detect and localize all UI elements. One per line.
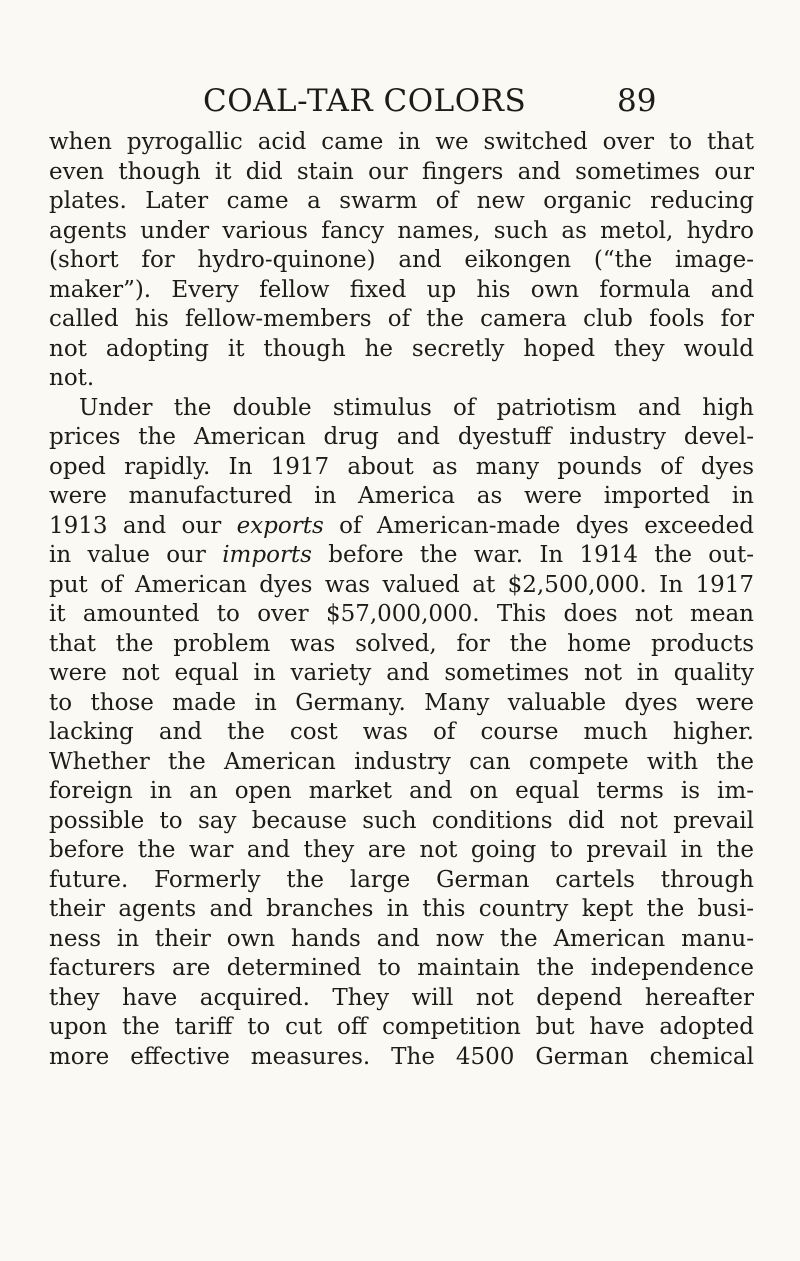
text-run: ness in their own hands and now the American manu- — [49, 925, 754, 952]
text-line — [49, 895, 754, 925]
page-number: 89 — [617, 83, 657, 119]
text-line — [49, 1043, 754, 1073]
text-line — [49, 187, 754, 217]
text-run: before the war. In 1914 the out- — [311, 542, 754, 568]
text-line — [49, 217, 754, 247]
text-line — [49, 984, 754, 1014]
text-run: facturers are determined to maintain the independence — [49, 955, 754, 981]
text-run: even though it did stain our fingers and sometimes our — [49, 158, 754, 185]
text-run: foreign in an open market and on equal terms is im- — [49, 778, 754, 804]
text-line — [49, 453, 754, 483]
text-line — [49, 836, 754, 866]
text-line — [49, 954, 754, 984]
text-run: possible to say because such conditions did not prevail — [49, 807, 754, 834]
text-run: it amounted to over $57,000,000. This does not mean — [49, 601, 754, 627]
text-line — [49, 630, 754, 660]
text-line — [49, 748, 754, 778]
text-line — [49, 571, 754, 601]
text-run: lacking and the cost was of course much higher. — [49, 719, 754, 745]
text-run: not adopting it though he secretly hoped they would — [49, 335, 754, 362]
text-line — [49, 423, 754, 453]
body-text — [49, 128, 754, 1072]
text-line — [49, 482, 754, 512]
text-line — [49, 718, 754, 748]
text-run: were manufactured in America as were imported in — [49, 483, 754, 509]
text-run: more effective measures. The 4500 German chemical — [49, 1043, 754, 1070]
text-line — [49, 807, 754, 837]
text-line — [49, 335, 754, 365]
running-title: COAL-TAR COLORS — [203, 83, 527, 119]
text-line — [49, 866, 754, 896]
text-run: put of American dyes was valued at $2,500,000. In 1917 — [49, 571, 754, 598]
text-run: prices the American drug and dyestuff industry devel- — [49, 424, 754, 450]
text-run: oped rapidly. In 1917 about as many pounds of dyes — [49, 453, 754, 480]
text-run: Under the double stimulus of patriotism and high — [79, 394, 754, 421]
text-line — [49, 364, 754, 394]
text-run: plates. Later came a swarm of new organic reducing — [49, 188, 754, 214]
running-head — [203, 83, 643, 123]
text-line — [49, 128, 754, 158]
italic-text: imports — [222, 542, 312, 568]
text-run: when pyrogallic acid came in we switched over to that — [49, 129, 754, 155]
text-line — [49, 1013, 754, 1043]
text-run: not. — [49, 365, 95, 391]
text-run: future. Formerly the large German cartels through — [49, 866, 754, 893]
text-line — [49, 394, 754, 424]
text-run: called his fellow-members of the camera club fools for — [49, 306, 754, 332]
text-run: were not equal in variety and sometimes not in quality — [49, 660, 754, 686]
text-line — [49, 659, 754, 689]
text-line — [49, 276, 754, 306]
text-run: upon the tariff to cut off competition but have adopted — [49, 1014, 754, 1040]
text-line — [49, 512, 754, 542]
text-run: that the problem was solved, for the home products — [49, 630, 754, 657]
text-run: in value our — [49, 542, 223, 568]
text-run: agents under various fancy names, such as metol, hydro — [49, 217, 754, 244]
text-run: they have acquired. They will not depend hereafter — [49, 984, 754, 1011]
text-line — [49, 158, 754, 188]
text-line — [49, 777, 754, 807]
text-run: 1913 and our — [49, 512, 237, 539]
italic-text: exports — [236, 512, 324, 539]
text-line — [49, 246, 754, 276]
text-line — [49, 541, 754, 571]
text-line — [49, 925, 754, 955]
text-run: Whether the American industry can compete with the — [49, 748, 754, 775]
text-run: to those made in Germany. Many valuable dyes were — [49, 689, 754, 716]
text-run: their agents and branches in this country kept the busi- — [49, 896, 754, 922]
text-run: (short for hydro-quinone) and eikongen (“the image- — [49, 247, 754, 273]
text-run: before the war and they are not going to prevail in the — [49, 837, 754, 863]
text-line — [49, 600, 754, 630]
text-line — [49, 305, 754, 335]
text-line — [49, 689, 754, 719]
text-run: of American-made dyes exceeded — [323, 512, 754, 539]
text-run: maker”). Every fellow fixed up his own formula and — [49, 276, 754, 303]
